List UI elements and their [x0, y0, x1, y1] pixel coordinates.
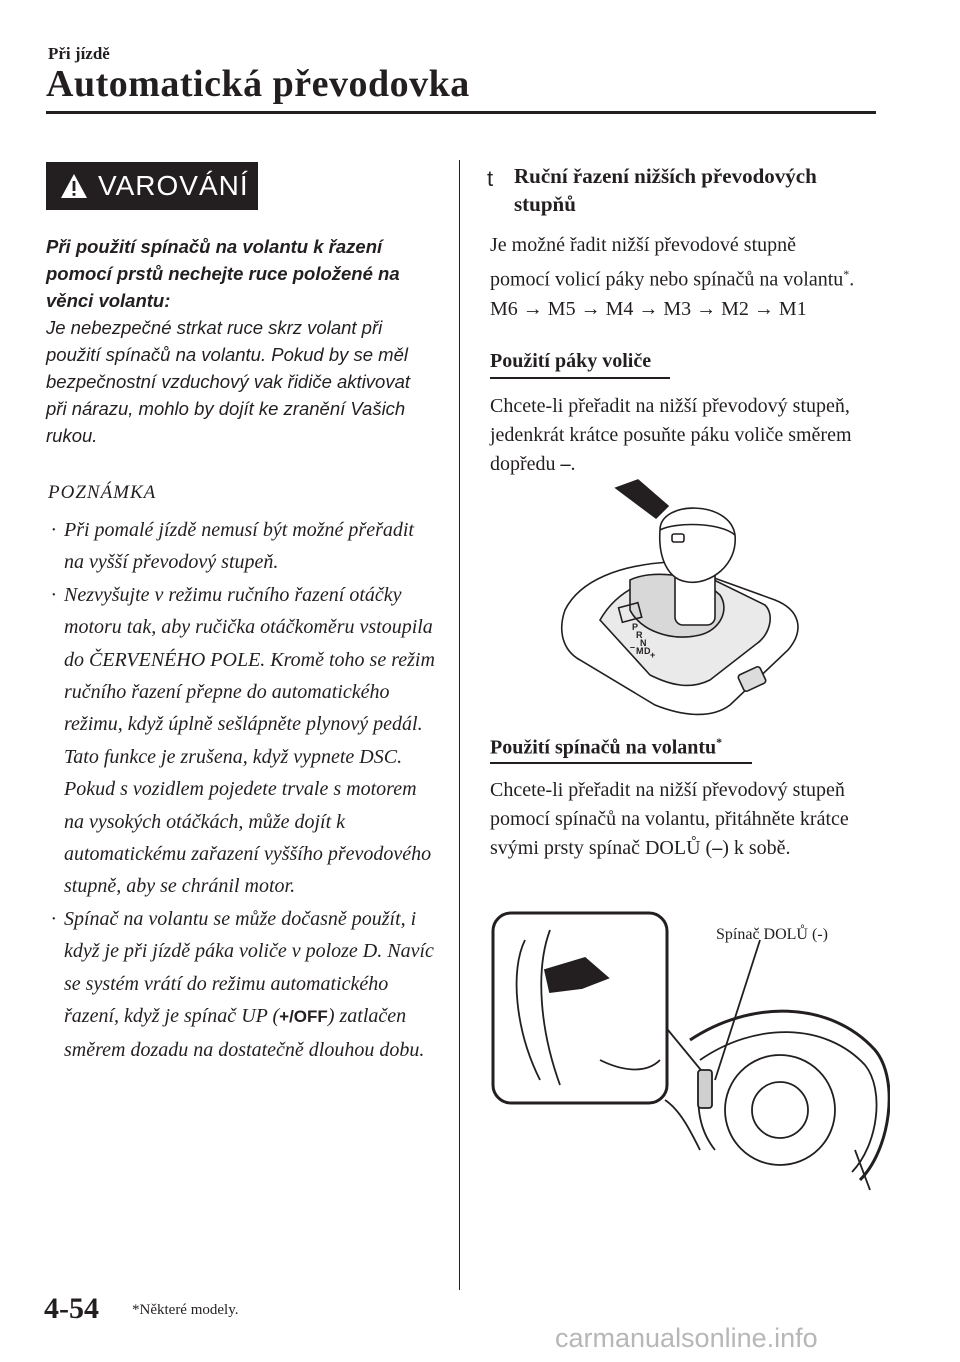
subheading-steering-switches	[490, 735, 722, 760]
note-list	[48, 514, 438, 1066]
selector-lever-body: Chcete-li přeřadit na nižší převodový stupeň, jedenkrát krátce posuňte páku voliče směrem dopředu	[490, 395, 852, 475]
note-item-text-end: ) zatlačen směrem dozadu na dostatečně dlouhou dobu.	[64, 1005, 425, 1061]
shifter-label-d: D	[644, 646, 651, 656]
shifter-label-plus: +	[650, 650, 656, 660]
note-heading: POZNÁMKA	[48, 482, 157, 503]
up-off-symbol: +/OFF	[279, 1007, 328, 1027]
minus-symbol: –	[560, 453, 571, 475]
subheading-underline	[490, 377, 670, 379]
intro-end: .	[849, 268, 855, 291]
section-intro	[490, 231, 860, 324]
shifter-label-n: N	[640, 638, 647, 648]
warning-label	[46, 162, 258, 210]
watermark: carmanualsonline.info	[555, 1323, 818, 1353]
steering-switches-end: ) k sobě.	[722, 837, 791, 859]
warning-triangle-icon	[60, 173, 88, 199]
steering-switches-title: Použití spínačů na volantu	[490, 736, 717, 759]
bullet: ·	[51, 583, 56, 606]
asterisk: *	[843, 267, 850, 281]
warning-body-text: Je nebezpečné strkat ruce skrz volant při použití spínačů na volantu. Pokud by se měl bezpečnostní vzduchový vak řidiče aktivovat při nárazu, mohlo by dojít ke zranění Vašich rukou.	[46, 317, 411, 446]
footnote: *Některé modely.	[132, 1302, 239, 1318]
shifter-label-p: P	[632, 622, 639, 632]
shifter-label-m: M	[636, 646, 644, 656]
shifter-label-r: R	[636, 630, 643, 640]
subheading-underline	[490, 762, 752, 764]
header-rule	[46, 111, 876, 114]
shifter-label-minus: –	[630, 642, 636, 652]
steering-switches-text	[490, 776, 860, 863]
bullet: ·	[51, 519, 56, 541]
warning-bold-text: Při použití spínačů na volantu k řazení pomocí prstů nechejte ruce položené na věnci volantu:	[46, 236, 400, 311]
steering-switches-body: Chcete-li přeřadit na nižší převodový stupeň pomocí spínačů na volantu, přitáhněte krátce svými prsty spínač DOLŮ (	[490, 779, 849, 859]
breadcrumb: Při jízdě	[48, 44, 110, 63]
page-number: 4-54	[44, 1292, 99, 1325]
warning-text	[46, 233, 426, 449]
note-item	[48, 903, 438, 1066]
note-item	[48, 579, 438, 903]
asterisk: *	[716, 735, 723, 749]
note-item-text: Nezvyšujte v režimu ručního řazení otáčky motoru tak, aby ručička otáčkoměru vstoupila do ČERVENÉHO POLE. Kromě toho se režim ručního řazení přepne do automatického režimu, když úplně sešlápněte plynový pedál. Tato funkce je zrušena, když vypnete DSC. Pokud s vozidlem pojedete trvale s motorem na vysokých otáčkách, může dojít k automatickému zařazení vyššího převodového stupně, aby se chránil motor.	[64, 583, 435, 898]
warning-label-text: VAROVÁNÍ	[98, 170, 249, 201]
selector-lever-end: .	[570, 453, 576, 475]
steering-wheel-illustration	[490, 910, 890, 1210]
note-item-text: Při pomalé jízdě nemusí být možné přeřadit na vyšší převodový stupeň.	[64, 519, 414, 574]
gear-shifter-illustration	[560, 470, 810, 720]
down-switch-callout: Spínač DOLŮ (-)	[716, 926, 828, 943]
selector-lever-text	[490, 392, 860, 479]
intro-text: Je možné řadit nižší převodové stupně pomocí volicí páky nebo spínačů na volantu	[490, 234, 844, 291]
bullet: ·	[51, 907, 56, 930]
note-item	[48, 514, 438, 579]
page-title: Automatická převodovka	[46, 63, 470, 105]
section-marker-icon: t	[487, 166, 494, 191]
column-divider	[459, 160, 460, 1290]
note-item-text-start: Spínač na volantu se může dočasně použít, i když je při jízdě páka voliče v poloze D. Navíc se systém vrátí do režimu automatického řazení, když je spínač UP (	[64, 907, 434, 1028]
section-title: Ruční řazení nižších převodových stupňů	[514, 164, 817, 216]
gear-sequence: M6 → M5 → M4 → M3 → M2 → M1	[490, 297, 807, 320]
minus-symbol: –	[712, 837, 723, 859]
subheading-selector-lever: Použití páky voliče	[490, 350, 652, 372]
